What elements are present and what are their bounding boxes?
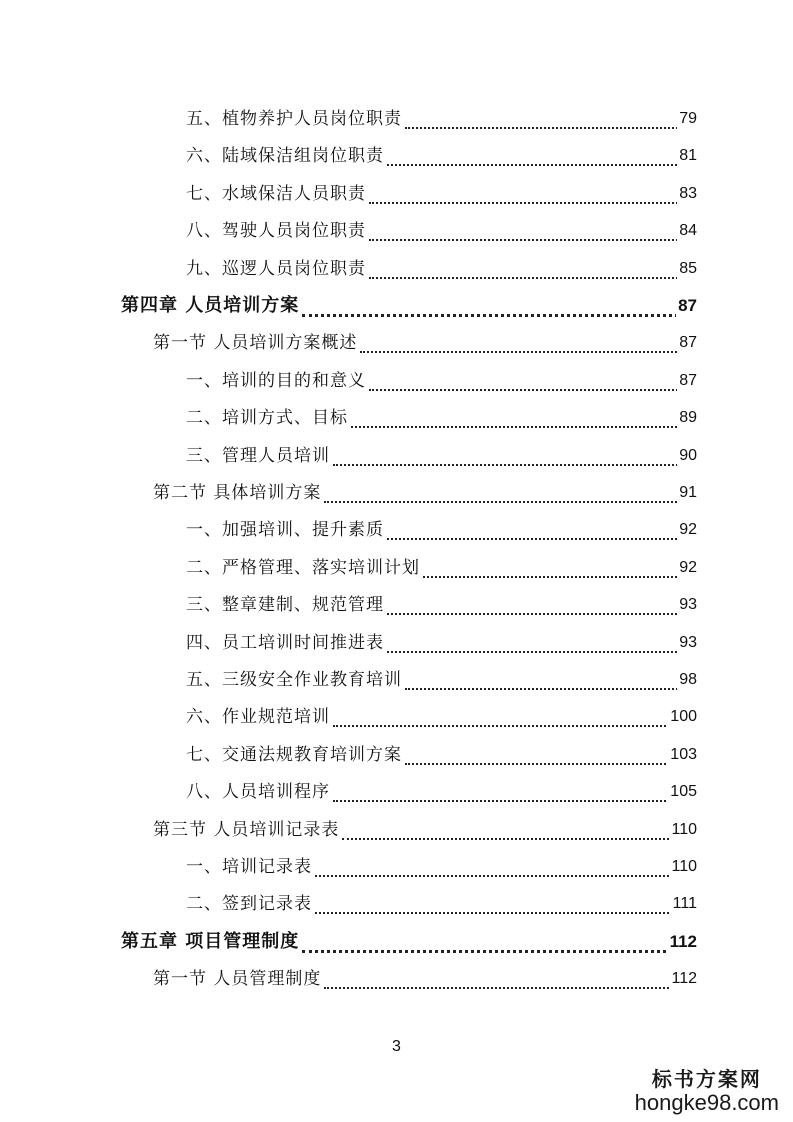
- toc-entry-page: 90: [677, 441, 697, 471]
- toc-entry-title: 六、作业规范培训: [186, 702, 333, 732]
- toc-entry-title: 二、严格管理、落实培训计划: [186, 553, 423, 583]
- toc-dot-leader: [302, 284, 697, 317]
- toc-entry-title: 一、培训记录表: [186, 852, 315, 882]
- toc-entry-page: 85: [677, 254, 697, 284]
- toc-dot-leader: [360, 321, 697, 353]
- toc-entry-page: 83: [677, 179, 697, 209]
- toc-entry-title: 七、水域保洁人员职责: [186, 179, 369, 209]
- toc-entry-section[interactable]: [0, 478, 793, 508]
- toc-entry-chapter[interactable]: [0, 291, 793, 321]
- toc-entry-item[interactable]: [0, 366, 793, 396]
- toc-entry-title: 一、加强培训、提升素质: [186, 515, 387, 545]
- toc-entry-title: 六、陆域保洁组岗位职责: [186, 141, 387, 171]
- toc-entry-page: 92: [677, 515, 697, 545]
- toc-entry-title: 第一节 人员管理制度: [153, 964, 324, 994]
- toc-dot-leader: [423, 546, 697, 578]
- toc-entry-page: 84: [677, 216, 697, 246]
- toc-entry-section[interactable]: [0, 328, 793, 358]
- toc-dot-leader: [342, 808, 697, 840]
- toc-dot-leader: [315, 845, 697, 877]
- toc-entry-chapter[interactable]: [0, 927, 793, 957]
- toc-entry-item[interactable]: [0, 852, 793, 882]
- toc-dot-leader: [324, 471, 697, 503]
- toc-entry-title: 四、员工培训时间推进表: [186, 628, 387, 658]
- toc-entry-page: 87: [677, 366, 697, 396]
- toc-entry-item[interactable]: [0, 665, 793, 695]
- toc-entry-title: 二、培训方式、目标: [186, 403, 351, 433]
- toc-entry-title: 二、签到记录表: [186, 889, 315, 919]
- toc-entry-item[interactable]: [0, 254, 793, 284]
- toc-entry-item[interactable]: [0, 628, 793, 658]
- watermark-site-name: 标书方案网: [651, 1067, 762, 1091]
- toc-entry-section[interactable]: [0, 815, 793, 845]
- toc-dot-leader: [405, 658, 697, 690]
- toc-entry-item[interactable]: [0, 216, 793, 246]
- toc-entry-item[interactable]: [0, 515, 793, 545]
- toc-entry-title: 第一节 人员培训方案概述: [153, 328, 360, 358]
- toc-dot-leader: [387, 583, 697, 615]
- toc-entry-page: 92: [677, 553, 697, 583]
- toc-entry-title: 七、交通法规教育培训方案: [186, 740, 405, 770]
- toc-dot-leader: [315, 882, 697, 914]
- toc-dot-leader: [387, 621, 697, 653]
- toc-entry-title: 八、驾驶人员岗位职责: [186, 216, 369, 246]
- toc-entry-page: 103: [668, 740, 697, 770]
- toc-dot-leader: [351, 396, 697, 428]
- toc-entry-page: 112: [668, 927, 697, 957]
- toc-entry-title: 第五章 项目管理制度: [121, 927, 302, 957]
- toc-entry-page: 112: [669, 964, 697, 994]
- toc-entry-page: 91: [677, 478, 697, 508]
- toc-entry-title: 八、人员培训程序: [186, 777, 333, 807]
- toc-entry-title: 五、三级安全作业教育培训: [186, 665, 405, 695]
- toc-entry-item[interactable]: [0, 590, 793, 620]
- toc-entry-page: 89: [677, 403, 697, 433]
- toc-entry-page: 87: [677, 328, 697, 358]
- toc-entry-item[interactable]: [0, 104, 793, 134]
- toc-dot-leader: [324, 957, 697, 989]
- toc-entry-page: 79: [677, 104, 697, 134]
- watermark: [635, 1063, 779, 1116]
- toc-entry-page: 100: [668, 702, 697, 732]
- toc-entry-page: 93: [677, 590, 697, 620]
- toc-entry-title: 第四章 人员培训方案: [121, 291, 302, 321]
- toc-entry-title: 一、培训的目的和意义: [186, 366, 369, 396]
- toc-entry-page: 98: [677, 665, 697, 695]
- toc-entry-item[interactable]: [0, 889, 793, 919]
- page-number: 3: [392, 1038, 401, 1055]
- toc-dot-leader: [369, 359, 697, 391]
- toc-entry-section[interactable]: [0, 964, 793, 994]
- toc-entry-page: 110: [669, 852, 697, 882]
- toc-entry-title: 三、整章建制、规范管理: [186, 590, 387, 620]
- toc-entry-title: 五、植物养护人员岗位职责: [186, 104, 405, 134]
- toc-dot-leader: [302, 920, 697, 953]
- toc-dot-leader: [387, 134, 697, 166]
- toc-dot-leader: [369, 172, 697, 204]
- toc-entry-page: 110: [669, 815, 697, 845]
- toc-dot-leader: [333, 770, 697, 802]
- toc-entry-page: 93: [677, 628, 697, 658]
- toc-entry-title: 第三节 人员培训记录表: [153, 815, 342, 845]
- toc-entry-item[interactable]: [0, 553, 793, 583]
- toc-dot-leader: [387, 508, 697, 540]
- toc-entry-page: 105: [668, 777, 697, 807]
- toc-entry-page: 87: [676, 291, 697, 321]
- toc-entry-item[interactable]: [0, 702, 793, 732]
- toc-dot-leader: [369, 247, 697, 279]
- toc-entry-page: 81: [677, 141, 697, 171]
- toc-entry-item[interactable]: [0, 179, 793, 209]
- watermark-url: hongke98.com: [634, 1090, 779, 1115]
- toc-dot-leader: [333, 434, 697, 466]
- toc-entry-title: 三、管理人员培训: [186, 441, 333, 471]
- toc-entry-title: 九、巡逻人员岗位职责: [186, 254, 369, 284]
- toc-dot-leader: [333, 695, 697, 727]
- toc-entry-item[interactable]: [0, 403, 793, 433]
- toc-entry-page: 111: [671, 889, 697, 919]
- toc-entry-item[interactable]: [0, 740, 793, 770]
- toc-dot-leader: [405, 733, 697, 765]
- toc-entry-title: 第二节 具体培训方案: [153, 478, 324, 508]
- toc-entry-item[interactable]: [0, 141, 793, 171]
- toc-entry-item[interactable]: [0, 777, 793, 807]
- toc-entry-item[interactable]: [0, 441, 793, 471]
- toc-dot-leader: [369, 209, 697, 241]
- toc-dot-leader: [405, 97, 697, 129]
